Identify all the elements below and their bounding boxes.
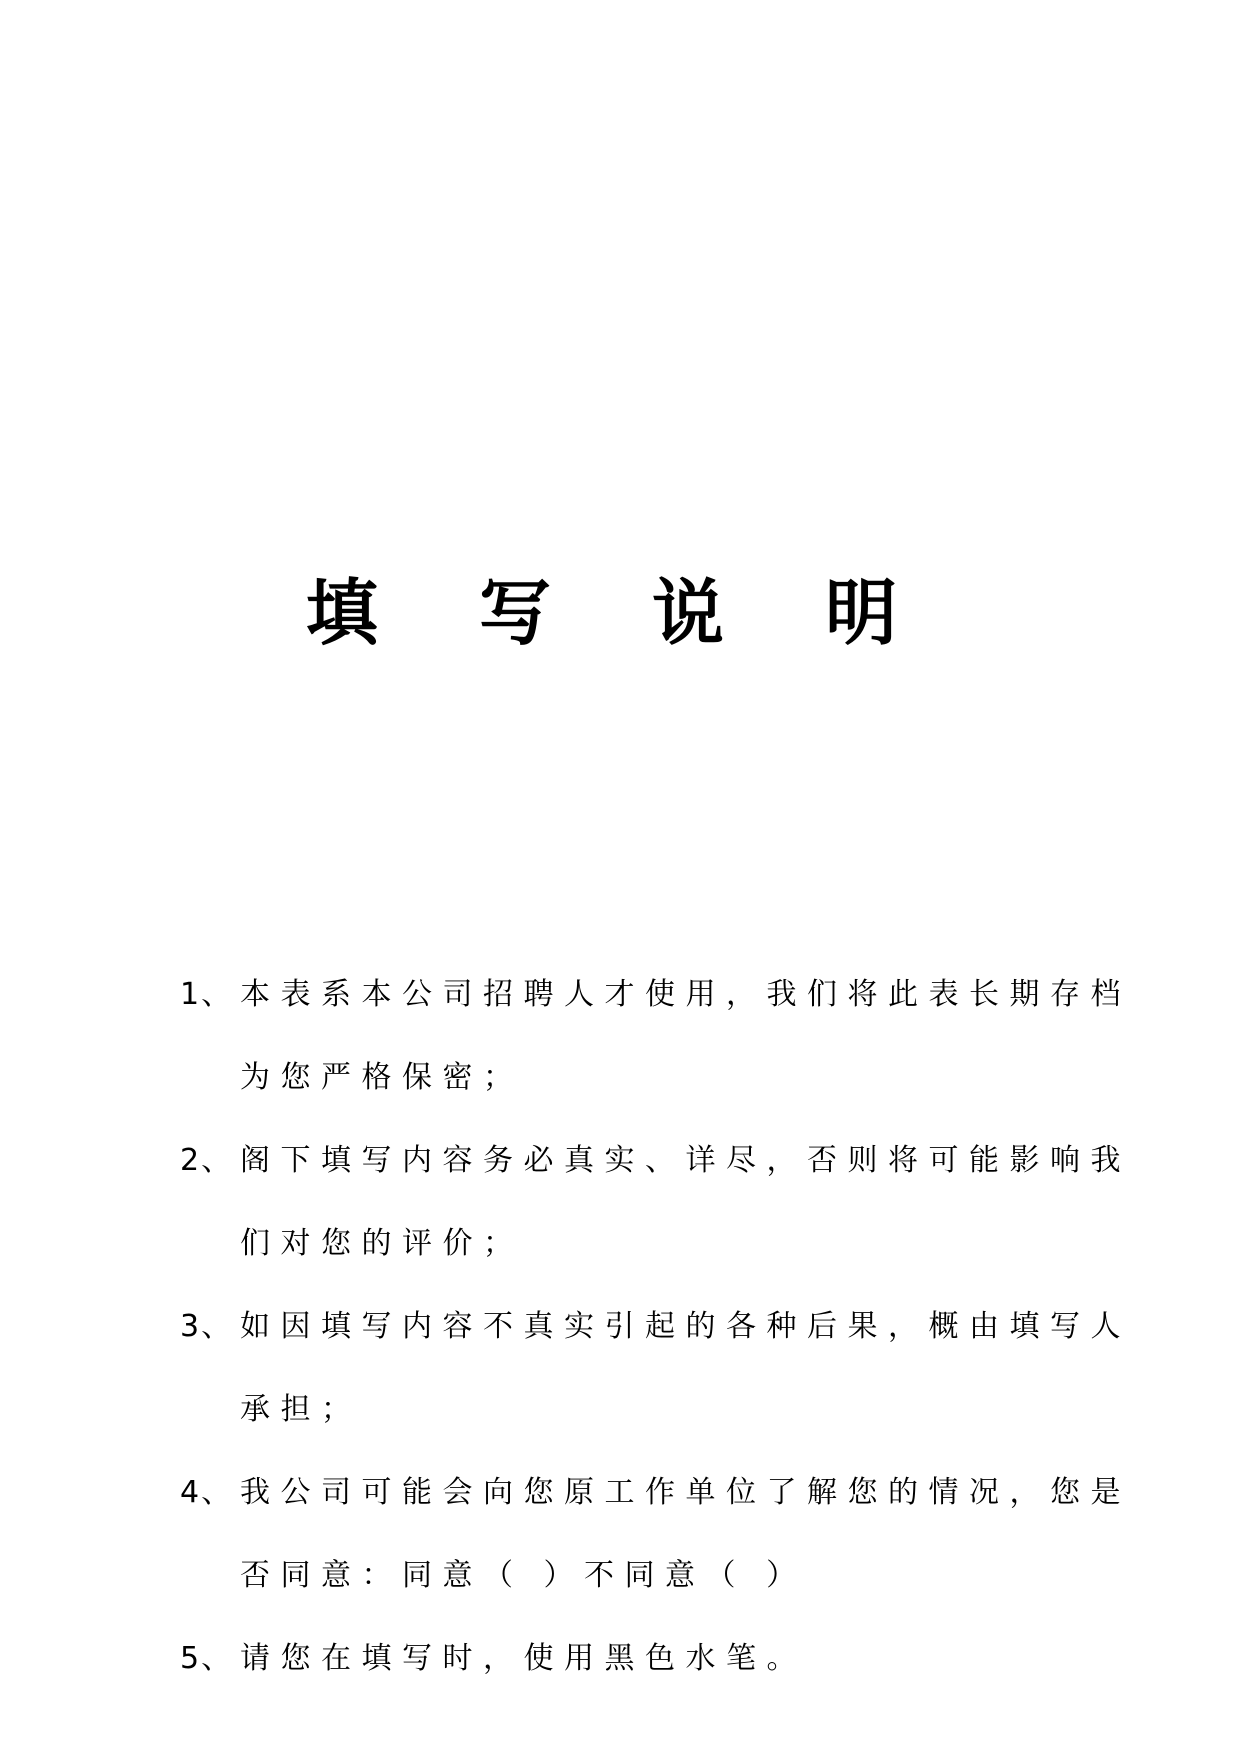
instruction-list (180, 965, 1131, 1712)
instruction-item-2 (180, 1131, 1131, 1297)
item-text: 我公司可能会向您原工作单位了解您的情况，您是 (240, 1475, 1131, 1510)
item-continuation: 承担； (240, 1392, 362, 1427)
item-text: 阁下填写内容务必真实、详尽，否则将可能影响我 (240, 1143, 1131, 1178)
instruction-item-1 (180, 965, 1131, 1131)
item-number: 2、 (180, 1143, 234, 1178)
instruction-line (180, 1629, 1060, 1712)
page-title: 填 写 说 明 (305, 571, 936, 655)
item-continuation: 否同意：同意（ ）不同意（ ） (240, 1558, 807, 1593)
instruction-item-5 (180, 1629, 1060, 1712)
item-continuation: 们对您的评价； (240, 1226, 524, 1261)
item-number: 4、 (180, 1475, 234, 1510)
item-text: 请您在填写时，使用黑色水笔。 (240, 1641, 807, 1676)
item-number: 1、 (180, 977, 234, 1012)
item-continuation: 为您严格保密； (240, 1060, 524, 1095)
instruction-item-3 (180, 1297, 1131, 1463)
item-number: 3、 (180, 1309, 234, 1344)
item-text: 本表系本公司招聘人才使用，我们将此表长期存档 (240, 977, 1131, 1012)
instruction-line (180, 1131, 1131, 1214)
instruction-line (180, 1297, 1131, 1380)
item-number: 5、 (180, 1641, 234, 1676)
item-text: 如因填写内容不真实引起的各种后果，概由填写人 (240, 1309, 1131, 1344)
instruction-item-4 (180, 1463, 1131, 1629)
instruction-line (180, 1463, 1131, 1546)
instruction-line (180, 965, 1131, 1048)
